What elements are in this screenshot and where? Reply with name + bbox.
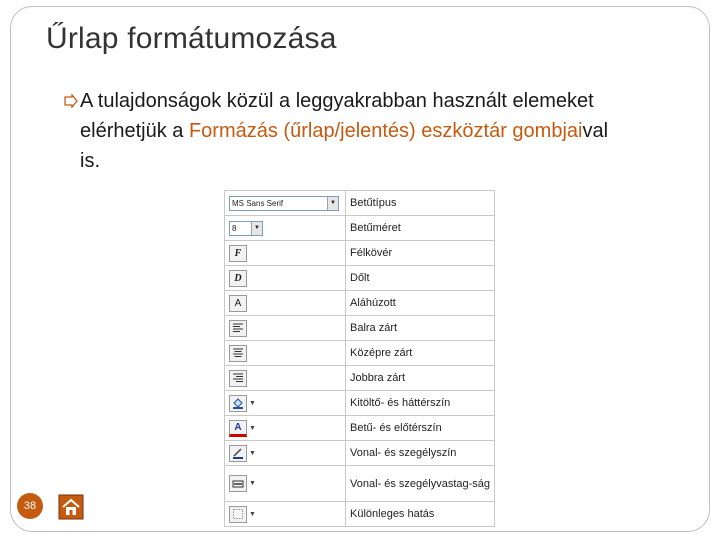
italic-cell	[225, 266, 346, 291]
bold-cell	[225, 241, 346, 266]
toolbar-label: Vonal- és szegélyvastag-ság	[346, 466, 495, 502]
toolbar-label: Középre zárt	[346, 341, 495, 366]
line-color-icon[interactable]	[229, 445, 247, 462]
table-row	[225, 441, 495, 466]
toolbar-label: Aláhúzott	[346, 291, 495, 316]
toolbar-label: Betűtípus	[346, 191, 495, 216]
italic-icon[interactable]: D	[229, 270, 247, 287]
special-effect-cell	[225, 502, 346, 527]
slide-title: Űrlap formátumozása	[46, 22, 337, 55]
toolbar-label: Vonal- és szegélyszín	[346, 441, 495, 466]
bullet-text	[64, 86, 624, 176]
align-center-icon[interactable]	[229, 345, 247, 362]
bullet-text-end: val is.	[80, 120, 609, 172]
chevron-down-icon[interactable]: ▼	[249, 424, 256, 432]
chevron-down-icon[interactable]: ▼	[251, 222, 262, 235]
table-row	[225, 341, 495, 366]
size-combo-cell	[225, 216, 346, 241]
home-icon[interactable]	[58, 494, 84, 520]
line-width-icon[interactable]	[229, 475, 247, 492]
toolbar-label: Jobbra zárt	[346, 366, 495, 391]
align-left-cell	[225, 316, 346, 341]
font-size-combo[interactable]	[229, 221, 263, 236]
table-row	[225, 266, 495, 291]
font-name-value: MS Sans Serif	[232, 198, 284, 208]
toolbar-label: Balra zárt	[346, 316, 495, 341]
chevron-down-icon[interactable]: ▼	[327, 197, 338, 210]
chevron-down-icon[interactable]: ▼	[249, 480, 256, 487]
toolbar-reference-table	[224, 190, 495, 527]
table-row	[225, 291, 495, 316]
font-size-value: 8	[232, 223, 237, 233]
bullet-text-start: A tulajdonságok közül a leggyakrabban használt elemeket elérhetjük a	[80, 90, 594, 142]
bullet-marker-icon	[64, 94, 78, 108]
table-row	[225, 316, 495, 341]
special-effect-icon[interactable]	[229, 506, 247, 523]
fill-color-cell	[225, 391, 346, 416]
bullet-paragraph	[64, 86, 624, 176]
table-row	[225, 416, 495, 441]
font-name-combo[interactable]	[229, 196, 339, 211]
font-combo-cell	[225, 191, 346, 216]
table-row	[225, 502, 495, 527]
table-row	[225, 366, 495, 391]
fill-color-icon[interactable]	[229, 395, 247, 412]
align-right-icon[interactable]	[229, 370, 247, 387]
chevron-down-icon[interactable]: ▼	[249, 399, 256, 407]
align-left-icon[interactable]	[229, 320, 247, 337]
align-right-cell	[225, 366, 346, 391]
toolbar-label: Félkövér	[346, 241, 495, 266]
toolbar-label: Betűméret	[346, 216, 495, 241]
chevron-down-icon[interactable]: ▼	[249, 510, 256, 518]
table-row	[225, 391, 495, 416]
toolbar-label: Különleges hatás	[346, 502, 495, 527]
font-color-cell	[225, 416, 346, 441]
table-row	[225, 191, 495, 216]
underline-icon[interactable]: A	[229, 295, 247, 312]
toolbar-label: Kitöltő- és háttérszín	[346, 391, 495, 416]
chevron-down-icon[interactable]: ▼	[249, 449, 256, 457]
underline-cell	[225, 291, 346, 316]
slide-number-badge: 38	[17, 493, 43, 519]
table-row	[225, 216, 495, 241]
bold-icon[interactable]: F	[229, 245, 247, 262]
bullet-highlight: Formázás (űrlap/jelentés) eszköztár gombjai	[188, 120, 583, 142]
toolbar-label: Betű- és előtérszín	[346, 416, 495, 441]
toolbar-label: Dőlt	[346, 266, 495, 291]
align-center-cell	[225, 341, 346, 366]
line-width-cell	[225, 466, 346, 502]
table-row	[225, 241, 495, 266]
font-color-icon[interactable]: A	[229, 420, 247, 437]
line-color-cell	[225, 441, 346, 466]
table-row	[225, 466, 495, 502]
